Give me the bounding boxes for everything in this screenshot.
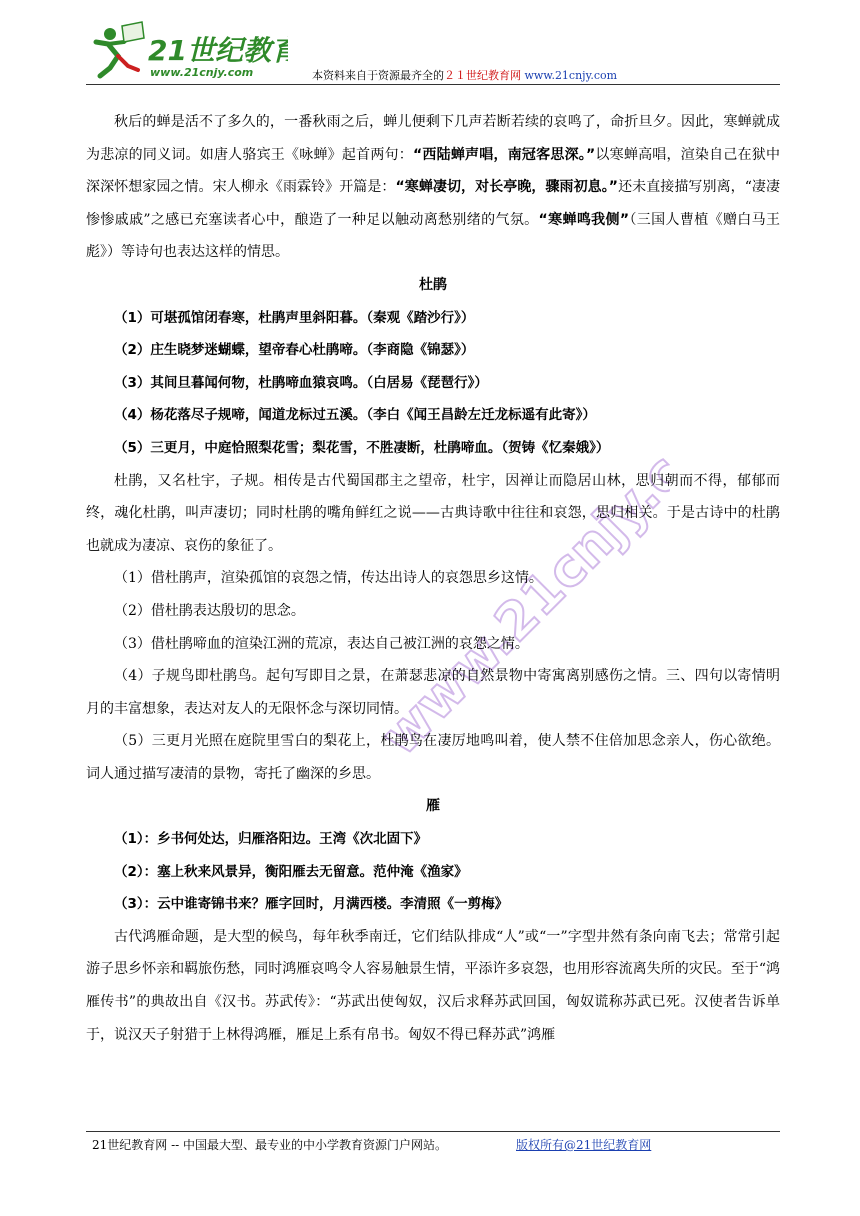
document-body — [86, 106, 780, 1051]
yan-explanation: 古代鸿雁命题，是大型的候鸟，每年秋季南迁，它们结队排成“人”或“一”字型井然有条向南飞去；常常引起游子思乡怀亲和羁旅伤愁，同时鸿雁哀鸣令人容易触景生情，平添许多哀怨，也用形容流离失所的灾民。至于“鸿雁传书”的典故出自《汉书。苏武传》：“苏武出使匈奴，汉后求释苏武回国，匈奴谎称苏武已死。汉使者告诉单于，说汉天子射猎于上林得鸿雁，雁足上系有帛书。匈奴不得已释苏武”鸿雁 — [86, 928, 780, 1043]
yan-poem: （3）：云中谁寄锦书来？雁字回时，月满西楼。李清照《一剪梅》 — [114, 896, 509, 913]
section-title-dujuan: 杜鹃 — [419, 276, 447, 293]
header-source-note — [312, 67, 617, 83]
dujuan-note: （5）三更月光照在庭院里雪白的梨花上，杜鹃鸟在凄厉地鸣叫着，使人禁不住倍加思念亲人，伤心欲绝。词人通过描写凄清的景物，寄托了幽深的乡思。 — [86, 733, 780, 782]
dujuan-poem: （2）庄生晓梦迷蝴蝶，望帝春心杜鹃啼。（李商隐《锦瑟》） — [114, 342, 475, 359]
dujuan-poem: （3）其间旦暮闻何物，杜鹃啼血猿哀鸣。（白居易《琵琶行》） — [114, 374, 488, 391]
site-logo — [88, 20, 288, 86]
yan-poem: （2）：塞上秋来风景异，衡阳雁去无留意。范仲淹《渔家》 — [114, 863, 468, 880]
logo-text: 21世纪教育 — [148, 34, 288, 67]
cicada-quote-3: “寒蝉鸣我侧” — [538, 211, 630, 228]
dujuan-poem: （1）可堪孤馆闭春寒，杜鹃声里斜阳暮。（秦观《踏沙行》） — [114, 309, 475, 326]
dujuan-poem: （5）三更月，中庭恰照梨花雪；梨花雪，不胜凄断，杜鹃啼血。（贺铸《忆秦娥》） — [114, 439, 610, 456]
cicada-quote-1: “西陆蝉声唱，南冠客思深。” — [412, 146, 596, 163]
dujuan-note: （1）借杜鹃声，渲染孤馆的哀怨之情，传达出诗人的哀怨思乡这情。 — [114, 570, 543, 587]
svg-text:www.21cnjy.com: www.21cnjy.com — [370, 379, 670, 760]
dujuan-note: （4）子规鸟即杜鹃鸟。起句写即目之景，在萧瑟悲凉的自然景物中寄寓离别感伤之情。三、四句以寄情明月的丰富想象，表达对友人的无限怀念与深切同情。 — [86, 668, 780, 717]
header-note-site[interactable]: ２１世纪教育网 — [444, 69, 521, 82]
footer-divider — [86, 1131, 780, 1132]
cicada-paragraph: 秋后的蝉是活不了多久的，一番秋雨之后，蝉儿便剩下几声若断若续的哀鸣了，命折旦夕。因此，寒蝉就成为悲凉的同义词。如唐人骆宾王《咏蝉》起首两句：“西陆蝉声唱，南冠客思深。”以寒蝉高唱，渲染自己在狱中深深怀想家园之情。宋人柳永《雨霖铃》开篇是：“寒蝉凄切，对长亭晚，骤雨初息。”还未直接描写别离，“凄凄惨惨戚戚”之感已充塞读者心中，酿造了一种足以触动离愁别绪的气氛。“寒蝉鸣我侧”（三国人曹植《赠白马王彪》）等诗句也表达这样的情思。 — [86, 114, 781, 261]
dujuan-note: （3）借杜鹃啼血的渲染江洲的荒凉，表达自己被江洲的哀怨之情。 — [114, 635, 529, 652]
dujuan-explanation: 杜鹃，又名杜宇，子规。相传是古代蜀国郡主之望帝，杜宇，因禅让而隐居山林，思归朝而不得，郁郁而终，魂化杜鹃，叫声凄切；同时杜鹃的嘴角鲜红之说——古典诗歌中往往和哀怨，思归相关。于是古诗中的杜鹃也就成为凄凉、哀伤的象征了。 — [86, 472, 780, 554]
cicada-quote-2: “寒蝉凄切，对长亭晚，骤雨初息。” — [395, 179, 619, 196]
section-title-yan: 雁 — [426, 798, 440, 815]
yan-poem: （1）：乡书何处达，归雁洛阳边。王湾《次北固下》 — [114, 831, 428, 848]
header-note-prefix: 本资料来自于资源最齐全的 — [312, 69, 444, 82]
footer-copyright-link[interactable]: 版权所有@21世纪教育网 — [516, 1138, 652, 1152]
dujuan-poem: （4）杨花落尽子规啼，闻道龙标过五溪。（李白《闻王昌龄左迁龙标遥有此寄》） — [114, 407, 596, 424]
logo-url: www.21cnjy.com — [150, 66, 254, 79]
header-divider — [86, 84, 780, 85]
header-note-url[interactable]: www.21cnjy.com — [524, 69, 618, 82]
footer-site-description: 21世纪教育网 -- 中国最大型、最专业的中小学教育资源门户网站。 — [92, 1138, 448, 1152]
dujuan-note: （2）借杜鹃表达殷切的思念。 — [114, 602, 305, 619]
